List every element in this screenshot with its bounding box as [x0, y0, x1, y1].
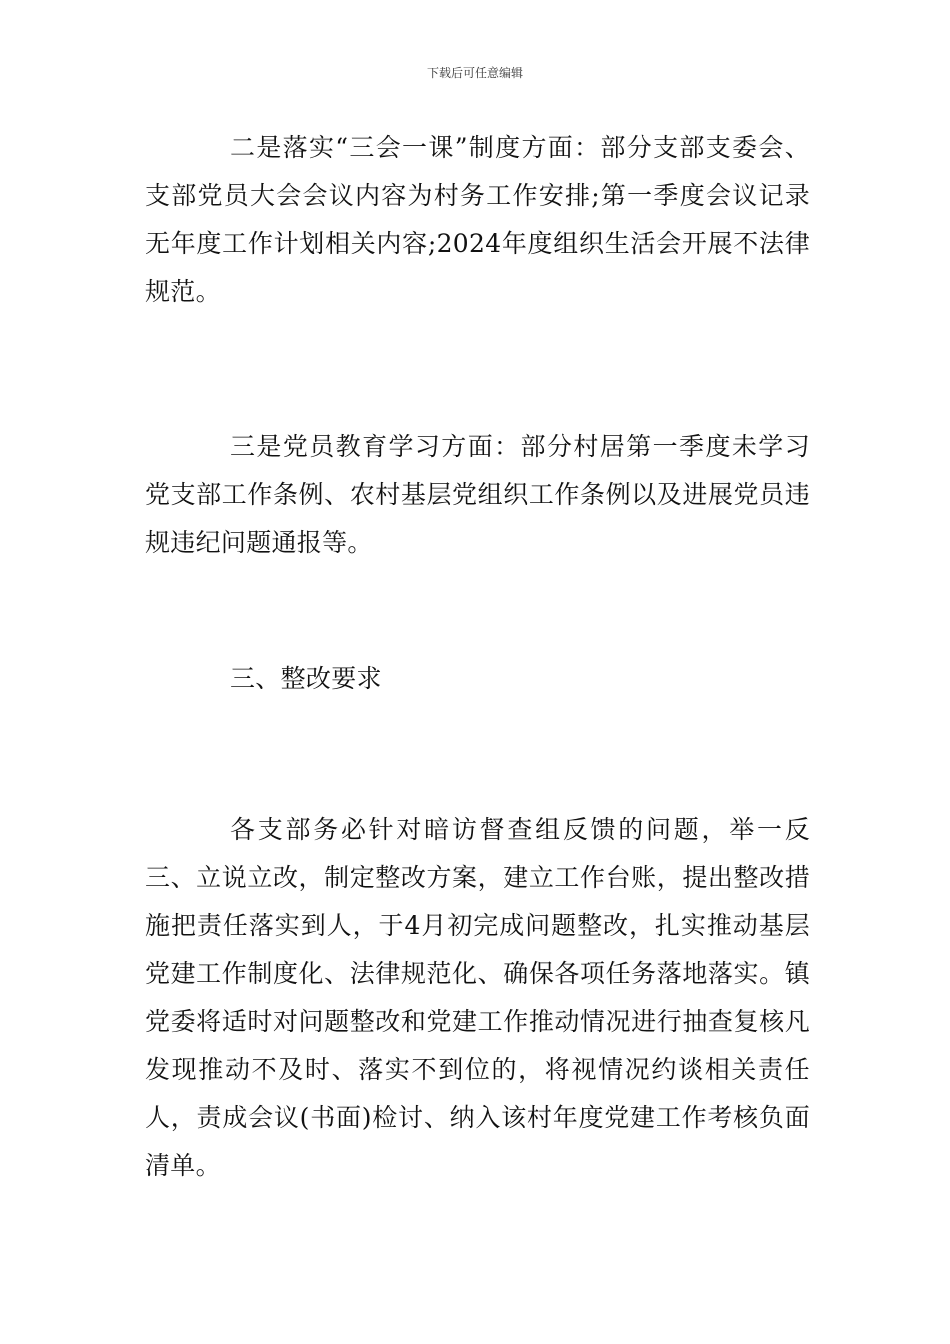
paragraph-spacer [145, 703, 810, 806]
paragraph-rectification-requirements: 各支部务必针对暗访督查组反馈的问题，举一反三、立说立改，制定整改方案，建立工作台账，提出整改措施把责任落实到人，于4月初完成问题整改，扎实推动基层党建工作制度化、法律规范化、确保各项任务落地落实。镇党委将适时对问题整改和党建工作推动情况进行抽查复核凡发现推动不及时、落实不到位的，将视情况约谈相关责任人，责成会议(书面)检讨、纳入该村年度党建工作考核负面清单。 [145, 815, 810, 1180]
page-header: 下载后可任意编辑 [426, 66, 523, 80]
paragraph-spacer [145, 316, 810, 423]
document-body [145, 124, 810, 1190]
paragraph-member-education: 三是党员教育学习方面：部分村居第一季度未学习党支部工作条例、农村基层党组织工作条例以及进展党员违规违纪问题通报等。 [145, 432, 810, 557]
paragraph-meeting-system: 二是落实“三会一课”制度方面：部分支部支委会、支部党员大会会议内容为村务工作安排;第一季度会议记录无年度工作计划相关内容;2024年度组织生活会开展不法律规范。 [145, 133, 810, 306]
section-heading-rectification: 三、整改要求 [230, 664, 382, 693]
paragraph-spacer [145, 567, 810, 655]
